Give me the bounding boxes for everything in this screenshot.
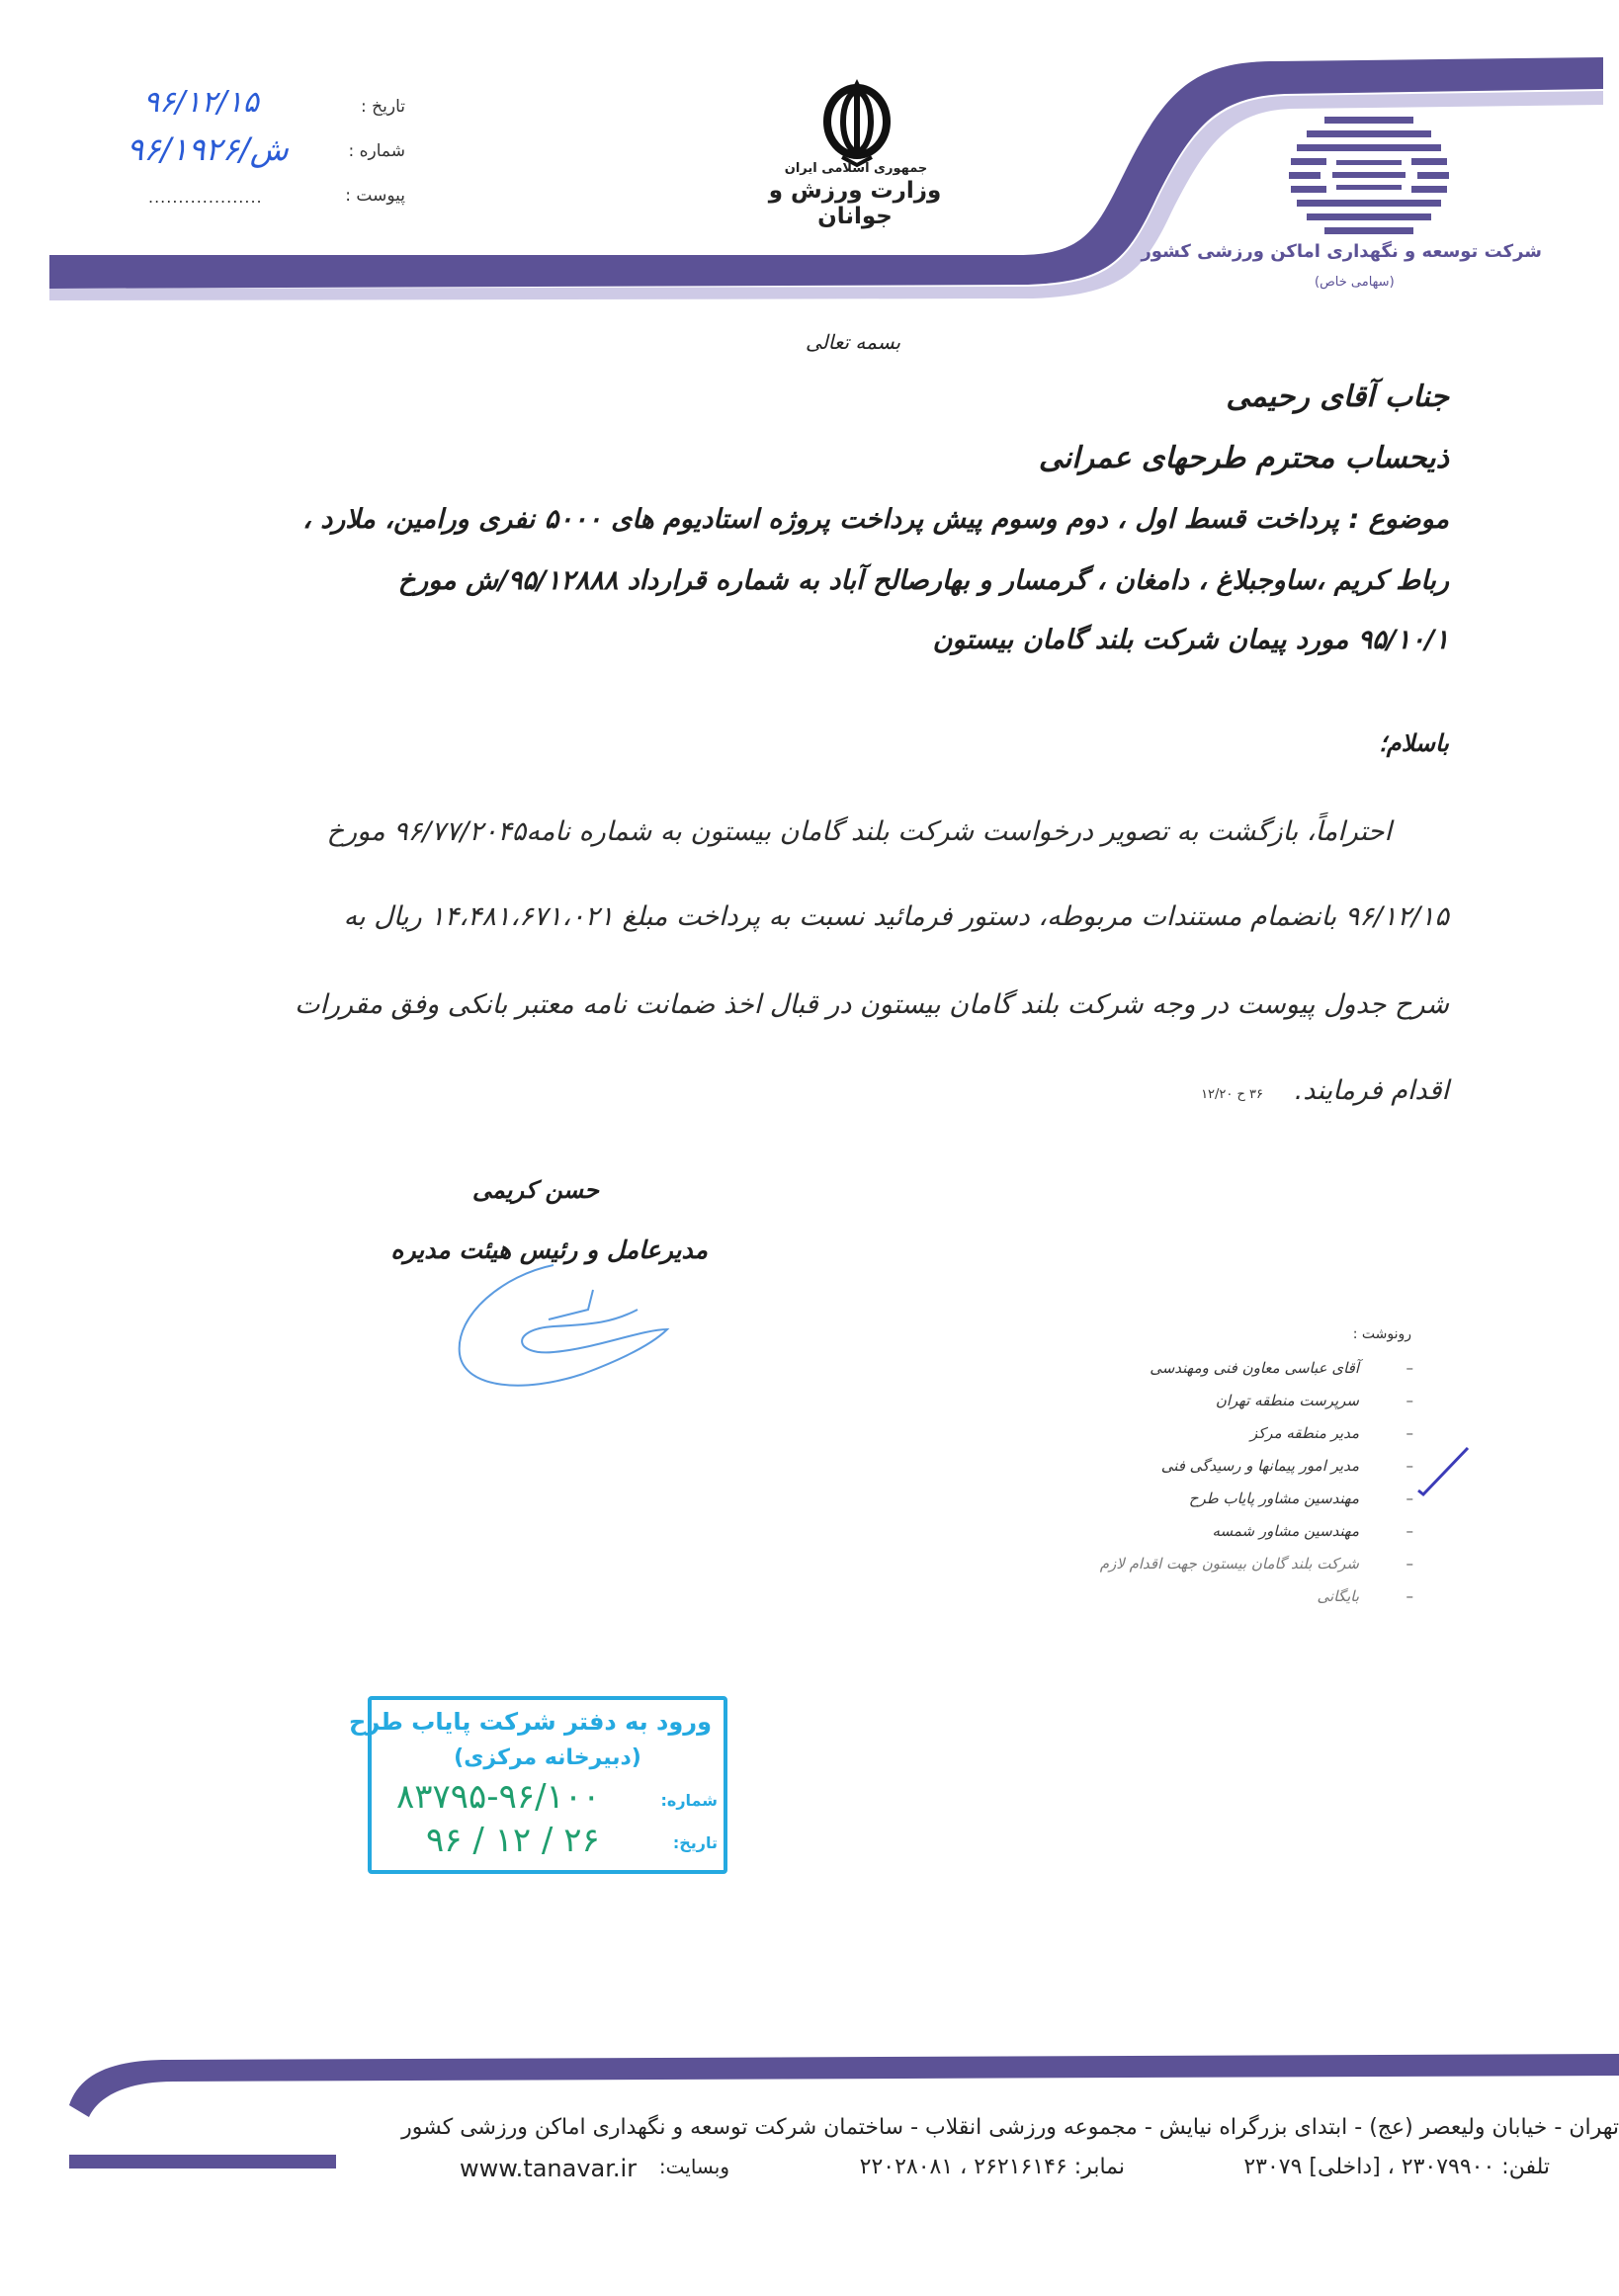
checkmark-icon <box>1413 1443 1473 1497</box>
cc-item-text: مهندسین مشاور شمسه <box>1212 1522 1359 1540</box>
greeting: باسلام؛ <box>1379 729 1449 757</box>
company-type: (سهامی خاص) <box>1315 275 1395 290</box>
cc-item-text: مدیر منطقه مرکز <box>1249 1424 1359 1442</box>
cc-item-text: مهندسین مشاور پایاب طرح <box>1188 1489 1359 1507</box>
date-label: تاریخ : <box>361 97 405 117</box>
signer-title: مدیرعامل و رئیس هیئت مدیره <box>390 1235 708 1264</box>
company-name: شرکت توسعه و نگهداری اماکن ورزشی کشور <box>1141 241 1542 262</box>
subject-line: رباط کریم ،ساوجبلاغ ، دامغان ، گرمسار و بهارصالح آباد به شماره قرارداد ۹۵/۱۲۸۸۸/ش مورخ <box>397 565 1449 596</box>
cc-item-text: بایگانی <box>1317 1587 1359 1605</box>
body-line: اقدام فرمایند. <box>1294 1075 1449 1106</box>
cc-item-text: شرکت بلند گامان بیستون جهت اقدام لازم <box>1099 1555 1359 1573</box>
cc-item-text: سرپرست منطقه تهران <box>1215 1392 1359 1409</box>
stamp-line1: ورود به دفتر شرکت پایاب طرح <box>349 1708 712 1736</box>
received-stamp <box>349 1696 727 1874</box>
footer-fax: نمابر: ۲۶۲۱۶۱۴۶ ، ۲۲۰۲۸۰۸۱ <box>859 2155 1125 2179</box>
body-line: شرح جدول پیوست در وجه شرکت بلند گامان بیستون در قبال اخذ ضمانت نامه معتبر بانکی وفق مقررات <box>295 989 1449 1020</box>
subject-line: موضوع : پرداخت قسط اول ، دوم وسوم پیش پرداخت پروژه استادیوم های ۵۰۰۰ نفری ورامین، ملارد ، <box>302 504 1449 535</box>
stamp-date-label: تاریخ: <box>672 1833 718 1852</box>
footer-website-label: وبسایت: <box>658 2155 729 2178</box>
date-value: ۹۶/۱۲/۱۵ <box>143 85 259 120</box>
footer-website[interactable]: www.tanavar.ir <box>460 2155 638 2182</box>
attachment-value: ................... <box>148 188 263 207</box>
stamp-number-value: ۸۳۷۹۵-۹۶/۱۰۰ <box>396 1777 601 1817</box>
iran-emblem-icon <box>812 74 901 168</box>
margin-note: ۳۶ ح ۱۲/۲۰ <box>1201 1087 1263 1102</box>
invocation: بسمه تعالی <box>806 330 901 354</box>
attachment-label: پیوست : <box>345 186 405 206</box>
company-logo-icon <box>1285 109 1453 247</box>
body-line: احتراماً، بازگشت به تصویر درخواست شرکت بلند گامان بیستون به شماره نامه۹۶/۷۷/۲۰۴۵ مورخ <box>326 816 1392 847</box>
cc-item-text: مدیر امور پیمانها و رسیدگی فنی <box>1160 1457 1359 1475</box>
addressee-title: ذیحساب محترم طرحهای عمرانی <box>1038 441 1449 475</box>
number-label: شماره : <box>348 141 405 161</box>
stamp-line2: (دبیرخانه مرکزی) <box>454 1745 641 1770</box>
subject-line: ۹۵/۱۰/۱ مورد پیمان شرکت بلند گامان بیستون <box>932 625 1449 655</box>
addressee: جناب آقای رحیمی <box>1226 380 1449 414</box>
stamp-date-value: ۹۶ / ۱۲ / ۲۶ <box>426 1821 600 1860</box>
cc-label: رونوشت : <box>1352 1326 1411 1342</box>
stamp-number-label: شماره: <box>660 1791 718 1810</box>
signer-name: حسن کریمی <box>471 1176 599 1204</box>
ministry-name: وزارت ورزش و جوانان <box>768 178 942 229</box>
body-line: ۹۶/۱۲/۱۵ بانضمام مستندات مربوطه، دستور فرمائید نسبت به پرداخت مبلغ ۱۴،۴۸۱،۶۷۱،۰۲۱ ریال به <box>343 901 1449 932</box>
signature <box>445 1235 682 1403</box>
cc-item-text: آقای عباسی معاون فنی ومهندسی <box>1150 1359 1359 1377</box>
emblem-caption: جمهوری اسلامی ایران <box>784 161 928 176</box>
footer-address: تهران - خیابان ولیعصر (عج) - ابتدای بزرگراه نیایش - مجموعه ورزشی انقلاب - ساختمان شرکت توسعه و نگهداری اماکن ورزشی کشور <box>401 2115 1619 2140</box>
number-value: ۹۶/۱۹۲۶/ش <box>127 130 289 168</box>
footer-phone: تلفن: ۲۳۰۷۹۹۰۰ ، [داخلی] ۲۳۰۷۹ <box>1243 2155 1550 2179</box>
